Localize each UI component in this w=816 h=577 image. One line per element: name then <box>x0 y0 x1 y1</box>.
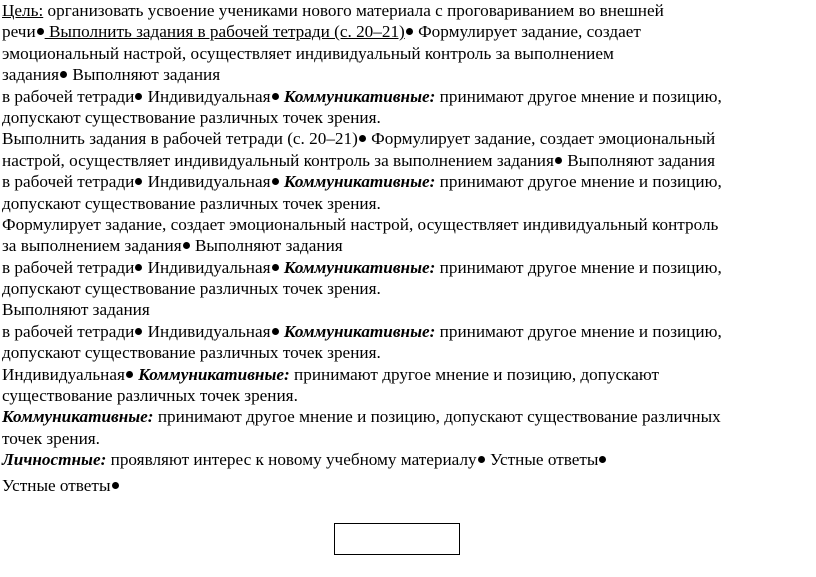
text-segment: речи <box>2 22 36 42</box>
text-line <box>2 428 814 449</box>
text-segment: принимают другое мнение и позицию, допускают существование различных <box>153 407 721 427</box>
communicative-label: Коммуникативные: <box>279 257 436 277</box>
text-segment: допускают существование различных точек зрения. <box>2 343 381 363</box>
text-line <box>2 321 814 342</box>
text-line <box>2 193 814 214</box>
goal-label: Цель: <box>2 1 44 20</box>
text-segment: принимают другое мнение и позицию, <box>435 172 722 192</box>
text-segment: эмоциональный настрой, осуществляет индивидуальный контроль за выполнением <box>2 43 614 63</box>
text-segment: Индивидуальная <box>143 321 271 341</box>
text-segment: в рабочей тетради <box>2 257 135 277</box>
bullet-dot-icon <box>478 456 485 463</box>
goal-text: организовать усвоение учениками нового материала с проговариванием во внешней <box>43 1 664 20</box>
text-segment: Выполняют задания <box>2 300 150 320</box>
text-segment: Выполняют задания <box>190 236 343 256</box>
text-segment: Выполняют задания <box>562 150 715 170</box>
text-segment: Индивидуальная <box>2 364 125 384</box>
text-line <box>2 406 814 427</box>
text-segment: Выполнить задания в рабочей тетради (с. 20–21) <box>44 22 405 42</box>
bullet-dot-icon <box>135 93 142 100</box>
text-line <box>2 64 814 85</box>
bullet-dot-icon <box>406 28 413 35</box>
bullet-dot-icon <box>599 456 606 463</box>
text-line <box>2 107 814 128</box>
text-line <box>2 385 814 406</box>
text-line <box>2 0 814 21</box>
text-segment: принимают другое мнение и позицию, <box>435 257 722 277</box>
text-line <box>2 278 814 299</box>
text-segment: настрой, осуществляет индивидуальный контроль за выполнением задания <box>2 150 554 170</box>
text-segment: за выполнением задания <box>2 236 182 256</box>
bullet-dot-icon <box>555 157 562 164</box>
text-segment: Индивидуальная <box>143 172 271 192</box>
bullet-dot-icon <box>135 178 142 185</box>
text-segment: Устные ответы <box>485 450 599 470</box>
communicative-label: Коммуникативные: <box>2 407 154 427</box>
bullet-dot-icon <box>60 71 67 78</box>
text-segment: Выполняют задания <box>68 65 221 85</box>
text-line <box>2 364 814 385</box>
text-line <box>2 43 814 64</box>
text-line <box>2 257 814 278</box>
text-segment: задания <box>2 65 60 85</box>
communicative-label: Коммуникативные: <box>279 321 436 341</box>
text-segment: существование различных точек зрения. <box>2 386 298 406</box>
text-segment: Формулирует задание, создает эмоциональный <box>366 129 716 149</box>
text-line <box>2 128 814 149</box>
text-line <box>2 235 814 256</box>
text-segment: допускают существование различных точек зрения. <box>2 193 381 213</box>
bullet-dot-icon <box>359 135 366 142</box>
text-segment: принимают другое мнение и позицию, <box>435 321 722 341</box>
text-segment: Индивидуальная <box>143 86 271 106</box>
text-segment: Формулирует задание, создает эмоциональный настрой, осуществляет индивидуальный контроль <box>2 214 719 234</box>
text-segment: Индивидуальная <box>143 257 271 277</box>
text-segment: Устные ответы <box>2 475 111 495</box>
communicative-label: Коммуникативные: <box>279 86 436 106</box>
communicative-label: Коммуникативные: <box>279 172 436 192</box>
text-segment: в рабочей тетради <box>2 86 135 106</box>
personal-label: Личностные: <box>2 450 107 470</box>
text-segment: принимают другое мнение и позицию, допускают <box>289 364 660 384</box>
communicative-label: Коммуникативные: <box>133 364 290 384</box>
text-line <box>2 150 814 171</box>
text-line <box>2 171 814 192</box>
bullet-dot-icon <box>272 264 279 271</box>
text-segment: принимают другое мнение и позицию, <box>435 86 722 106</box>
text-segment: допускают существование различных точек зрения. <box>2 279 381 299</box>
text-line <box>2 342 814 363</box>
bullet-dot-icon <box>183 242 190 249</box>
bullet-dot-icon <box>135 328 142 335</box>
text-line <box>2 86 814 107</box>
text-segment: Формулирует задание, создает <box>413 22 641 42</box>
bullet-dot-icon <box>272 178 279 185</box>
text-segment: допускают существование различных точек зрения. <box>2 107 381 127</box>
text-line <box>2 21 814 42</box>
text-line <box>2 449 814 470</box>
bullet-dot-icon <box>272 328 279 335</box>
bullet-dot-icon <box>126 371 133 378</box>
bullet-dot-icon <box>135 264 142 271</box>
text-segment: Выполнить задания в рабочей тетради (с. 20–21) <box>2 129 358 149</box>
text-segment: в рабочей тетради <box>2 172 135 192</box>
text-line <box>2 299 814 320</box>
text-segment: точек зрения. <box>2 428 100 448</box>
text-segment: проявляют интерес к новому учебному материалу <box>106 450 477 470</box>
bullet-dot-icon <box>37 28 44 35</box>
document-body <box>2 0 814 496</box>
empty-frame <box>334 523 460 555</box>
text-line <box>2 475 814 496</box>
text-segment: в рабочей тетради <box>2 321 135 341</box>
bullet-dot-icon <box>272 93 279 100</box>
text-line <box>2 214 814 235</box>
bullet-dot-icon <box>112 482 119 489</box>
